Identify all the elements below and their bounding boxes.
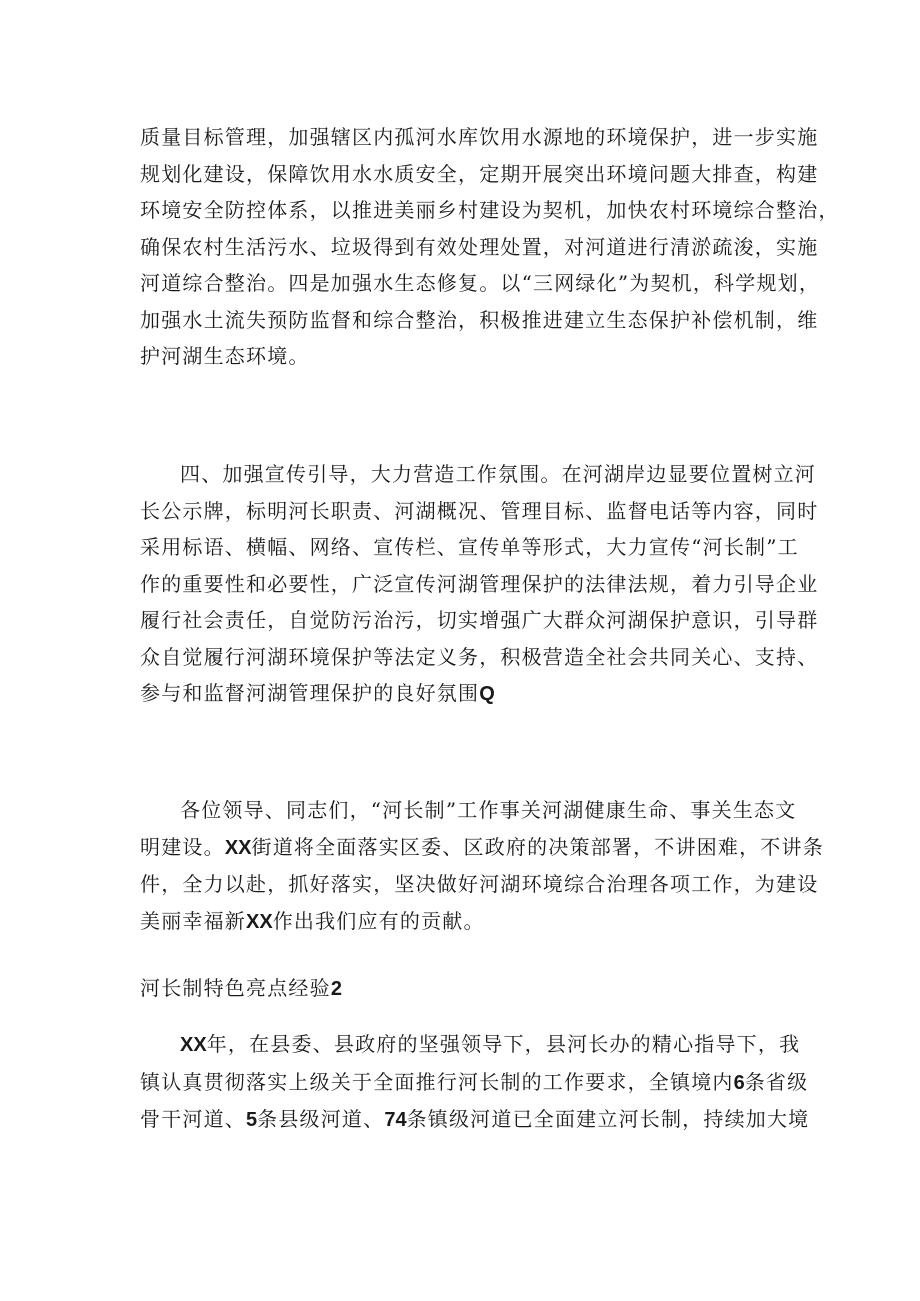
text-fragment: 年，在县委、县政府的坚强领导下，县河长办的精心指导下，我 <box>206 1032 801 1056</box>
heading-line <box>140 970 784 1008</box>
paragraph-water-quality-continued <box>140 119 840 375</box>
text-fragment: 美丽幸福新 <box>140 908 246 933</box>
text-fragment: 明建设。 <box>140 834 225 859</box>
text-line <box>140 829 824 867</box>
number-town-rivers: 74 <box>384 1109 407 1131</box>
text-line: 各位领导、同志们，“河长制”工作事关河湖健康生命、事关生态文 <box>180 798 797 822</box>
text-line: 采用标语、横幅、网络、宣传栏、宣传单等形式，大力宣传“河长制”工 <box>140 535 799 559</box>
text-line: 加强水土流失预防监督和综合整治，积极推进建立生态保护补偿机制，维 <box>140 307 819 332</box>
section-heading <box>140 970 784 1008</box>
text-line: 件，全力以赴，抓好落实，坚决做好河湖环境综合治理各项工作，为建设 <box>140 872 819 896</box>
text-line: 履行社会责任，自觉防污治污，切实增强广大群众河湖保护意识，引导群 <box>140 608 819 632</box>
text-line: 作的重要性和必要性，广泛宣传河湖管理保护的法律法规，着力引导企业 <box>140 571 819 596</box>
text-fragment: 条县级河道、 <box>257 1107 385 1131</box>
text-line <box>140 675 784 713</box>
text-line: 质量目标管理，加强辖区内孤河水库饮用水源地的环境保护，进一步实施 <box>140 125 819 149</box>
text-line: 众自觉履行河湖环境保护等法定义务，积极营造全社会共同关心、支持、 <box>140 644 819 669</box>
paragraph-publicity <box>140 456 819 713</box>
heading-number: 2 <box>330 978 342 1000</box>
text-line: 护河湖生态环境。 <box>140 344 310 368</box>
text-fragment: 街道将全面落实区委、区政府的决策部署，不讲困难，不讲条 <box>251 834 824 859</box>
text-line <box>140 903 784 941</box>
text-fragment: 条镇级河道已全面建立河长制，持续加大境 <box>406 1107 810 1131</box>
number-county-rivers: 5 <box>246 1109 258 1131</box>
number-provincial-rivers: 6 <box>733 1071 745 1094</box>
text-fragment: 参与和监督河湖管理保护的良好氛围 <box>140 681 480 705</box>
stray-mark: Q <box>479 683 495 705</box>
text-fragment: 骨干河道、 <box>140 1107 246 1131</box>
text-line <box>140 1101 810 1139</box>
placeholder-xx: XX <box>180 1034 207 1056</box>
text-line: 环境安全防控体系，以推进美丽乡村建设为契机，加快农村环境综合整治， <box>140 198 840 222</box>
paragraph-closing-remarks <box>140 792 824 940</box>
text-line: 四、加强宣传引导，大力营造工作氛围。在河湖岸边显要位置树立河 <box>180 462 816 486</box>
placeholder-xx: XX <box>224 836 252 859</box>
placeholder-xx: XX <box>246 910 273 933</box>
text-line <box>140 1064 809 1102</box>
text-fragment: 镇认真贯彻落实上级关于全面推行河长制的工作要求，全镇境内 <box>140 1069 734 1094</box>
text-line: 规划化建设，保障饮用水水质安全，定期开展突出环境问题大排查，构建 <box>140 161 819 186</box>
heading-text: 河长制特色亮点经验 <box>140 976 331 1000</box>
text-fragment: 条省级 <box>744 1069 809 1094</box>
text-line <box>140 1026 801 1064</box>
paragraph-town-experience <box>140 1026 810 1139</box>
text-line: 河道综合整治。四是加强水生态修复。以“三网绿化”为契机，科学规划， <box>140 271 821 295</box>
text-line: 确保农村生活污水、垃圾得到有效处理处置，对河道进行清淤疏浚，实施 <box>140 234 819 259</box>
text-fragment: 作出我们应有的贡献。 <box>272 908 485 933</box>
text-line: 长公示牌，标明河长职责、河湖概况、管理目标、监督电话等内容，同时 <box>140 498 819 523</box>
